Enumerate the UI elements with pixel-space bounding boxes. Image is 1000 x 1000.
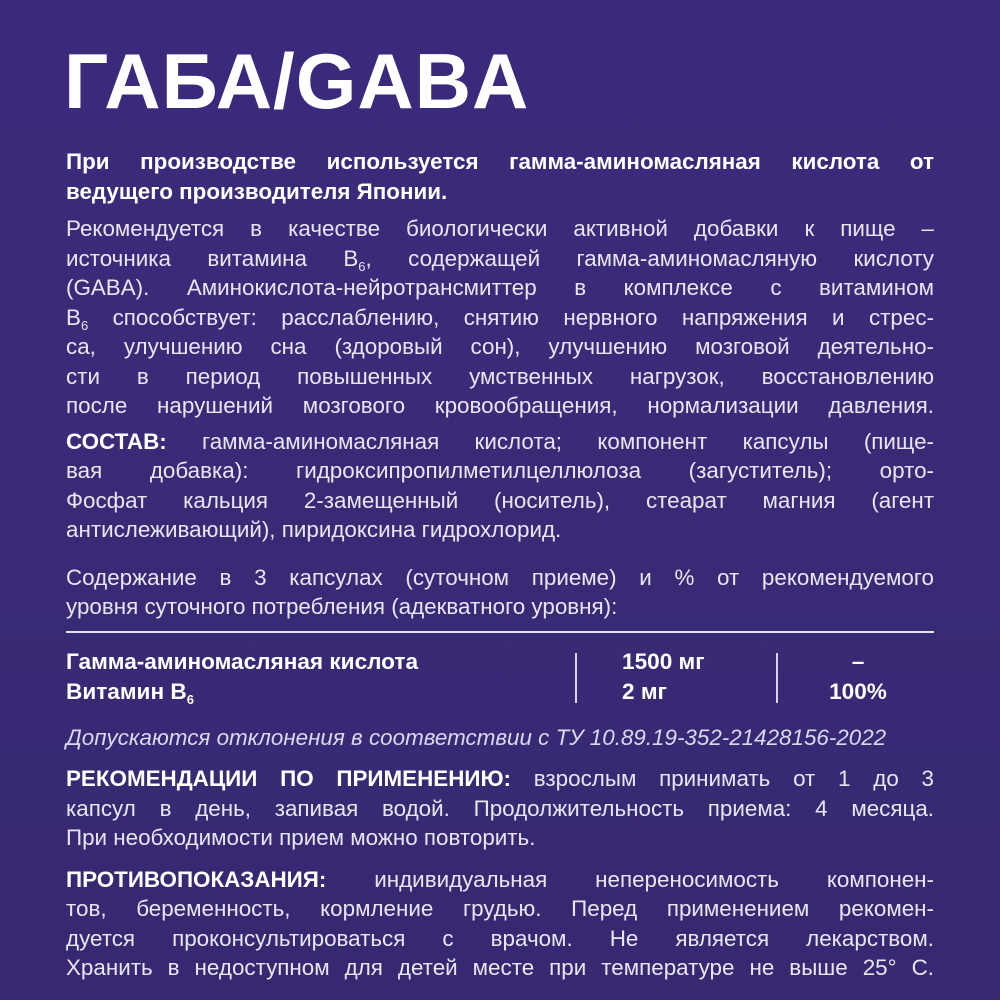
composition-text: гамма-аминомасляная кислота; компонент капсулы (пище- <box>166 428 934 454</box>
contraindications-line: тов, беременность, кормление грудью. Перед применением рекомен- <box>66 896 934 921</box>
subscript: 6 <box>186 691 194 707</box>
intro-line: При производстве используется гамма-аминомасляная кислота от <box>66 149 934 174</box>
composition-label: СОСТАВ: <box>66 428 167 454</box>
description-line: (GABA). Аминокислота-нейротрансмиттер в комплексе с витамином <box>66 275 934 300</box>
composition-paragraph <box>66 427 934 545</box>
column-separator <box>776 653 778 703</box>
description-text: , содержащей гамма-аминомасляную кислоту <box>365 245 934 271</box>
description-text: B <box>66 304 81 330</box>
nutrition-table <box>66 641 934 713</box>
nutrition-section <box>66 563 934 713</box>
contraindications-paragraph <box>66 865 934 983</box>
usage-text: взрослым принимать от 1 до 3 <box>511 766 934 791</box>
contraindications-line <box>66 865 934 895</box>
nutrient-name <box>66 647 418 677</box>
subscript: 6 <box>80 317 89 333</box>
tolerance-note: Допускаются отклонения в соответствии с ТУ 10.89.19-352-21428156-2022 <box>66 724 887 750</box>
nutrient-amount: 1500 мг <box>622 648 705 674</box>
description-text: способствует: расслаблению, снятию нервного напряжения и стрес- <box>88 304 934 330</box>
description-line: после нарушений мозгового кровообращения, нормализации давления. <box>66 393 934 418</box>
amount-column <box>622 647 705 707</box>
description-line: сти в период повышенных умственных нагрузок, восстановлению <box>66 363 934 389</box>
composition-line <box>66 427 934 457</box>
usage-line: капсул в день, запивая водой. Продолжительность приема: 4 месяца. <box>66 795 934 821</box>
usage-line: При необходимости прием можно повторить. <box>66 825 536 850</box>
nutrient-percent: 100% <box>829 678 887 704</box>
info-content <box>66 147 934 987</box>
description-paragraph <box>66 214 934 421</box>
subscript: 6 <box>358 258 366 274</box>
usage-label: РЕКОМЕНДАЦИИ ПО ПРИМЕНЕНИЮ: <box>66 766 512 791</box>
percent-column <box>820 647 896 707</box>
description-text: источника витамина B <box>66 245 359 271</box>
nutrient-name-column <box>66 647 418 707</box>
intro-line: ведущего производителя Японии. <box>66 178 448 204</box>
intro-paragraph <box>66 147 934 206</box>
content-intro-line: Содержание в 3 капсулах (суточном приеме) и % от рекомендуемого <box>66 564 934 590</box>
composition-line: вая добавка): гидроксипропилметилцеллюлоза (загуститель); орто- <box>66 458 934 483</box>
usage-paragraph <box>66 764 934 853</box>
description-line: Рекомендуется в качестве биологически активной добавки к пище – <box>66 216 934 241</box>
description-line <box>66 303 934 333</box>
usage-line <box>66 764 934 794</box>
nutrient-name-text: Витамин B <box>66 678 187 704</box>
product-title: ГАБА/GABA <box>64 37 530 125</box>
nutrient-name-text: Гамма-аминомасляная кислота <box>66 648 419 674</box>
contraindications-text: индивидуальная непереносимость компонен- <box>326 866 934 892</box>
nutrient-amount: 2 мг <box>622 678 667 704</box>
contraindications-line: дуется проконсультироваться с врачом. Не является лекарством. <box>66 925 934 951</box>
description-line <box>66 244 934 274</box>
content-intro-line: уровня суточного потребления (адекватного уровня): <box>66 594 618 619</box>
divider <box>66 631 934 633</box>
column-separator <box>575 653 577 703</box>
contraindications-label: ПРОТИВОПОКАЗАНИЯ: <box>66 866 327 892</box>
nutrient-name <box>66 677 418 707</box>
nutrient-percent: – <box>851 648 865 674</box>
contraindications-line: Хранить в недоступном для детей месте при температуре не выше 25° С. <box>66 955 934 980</box>
composition-line: Фосфат кальция 2-замещенный (носитель), стеарат магния (агент <box>66 487 934 513</box>
description-line: са, улучшению сна (здоровый сон), улучшению мозговой деятельно- <box>66 334 934 359</box>
composition-line: антислеживающий), пиридоксина гидрохлорид. <box>66 517 562 542</box>
